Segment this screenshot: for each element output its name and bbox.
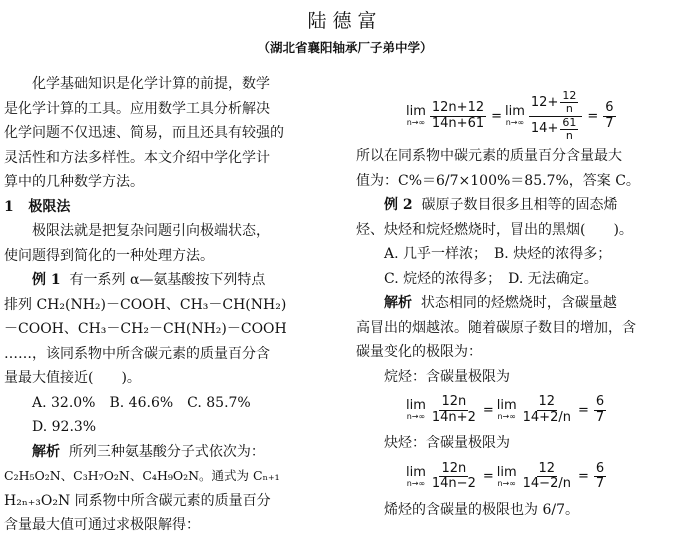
section-title: 极限法 <box>28 198 71 215</box>
limit-operator: lim n→∞ <box>406 464 426 488</box>
intro-line: 是化学计算的工具。应用数学工具分析解决 <box>4 100 270 117</box>
example-2-options: C. 烷烃的浓得多； D. 无法确定。 <box>384 270 598 287</box>
intro-line: 算中的几种数学方法。 <box>4 174 144 190</box>
alkene-line: 烯烃的含碳量的极限也为 6/7。 <box>384 501 579 518</box>
alkane-label: 烷烃：含碳量极限为 <box>384 368 510 385</box>
example-1-options: A. 32.0% B. 46.6% C. 85.7% <box>32 394 251 411</box>
fraction: $\frac{12n}{14n+2}$ <box>431 394 476 425</box>
analysis-line: H₂ₙ₊₃O₂N 同系物中所含碳元素的质量百分 <box>4 492 271 509</box>
example-2-text: 碳原子数目很多且相等的固态烯 <box>421 197 618 213</box>
section-heading <box>4 195 334 220</box>
section-number: 1 <box>4 198 14 215</box>
fraction: $\frac{6}{7}$ <box>595 460 605 491</box>
fraction: 12+ $\frac{12}{n}$ 14+ $\frac{61}{n}$ <box>529 90 582 141</box>
conclusion-line: 值为：C%＝6/7×100%＝85.7%，答案 C。 <box>356 172 640 189</box>
example-1-text: 有一系列 α—氨基酸按下列特点 <box>69 272 266 288</box>
fraction: $\frac{6}{7}$ <box>605 100 614 131</box>
fraction: $\frac{12}{14-2/n}$ <box>522 460 571 491</box>
left-column <box>4 72 334 538</box>
fraction: $\frac{12n}{14n-2}$ <box>431 460 476 491</box>
example-1-line: 排列 CH₂(NH₂)－COOH、CH₃－CH(NH₂) <box>4 296 287 313</box>
example-1-line: 量最大值接近( )。 <box>4 370 141 386</box>
intro-line: 灵活性和方法多样性。本文介绍中学化学计 <box>4 149 270 166</box>
limit-operator: lim n→∞ <box>406 104 426 127</box>
example-2-line <box>356 193 686 218</box>
analysis-2-label: 解析 <box>384 295 412 311</box>
example-2-line: 烃、炔烃和烷烃燃烧时，冒出的黑烟( )。 <box>356 221 633 238</box>
para-line: 极限法就是把复杂问题引向极端状态， <box>32 223 270 239</box>
right-column <box>356 89 686 522</box>
formula-limit-alkane: lim n→∞ $\frac{12n}{14n+2}$ = lim n→∞ $\frac{12}{14+2/n}$ = $\frac{6}{7}$ <box>406 394 605 425</box>
analysis-2-text: 状态相同的烃燃烧时，含碳量越 <box>420 295 617 311</box>
intro-line: 化学问题不仅迅速、简易，而且还具有较强的 <box>4 125 284 141</box>
example-2-options: A. 几乎一样浓； B. 炔烃的浓得多； <box>384 246 612 262</box>
fraction: $\frac{12n+12}{14n+61}$ <box>431 100 485 131</box>
para-line: 使问题得到简化的一种处理方法。 <box>4 247 214 264</box>
analysis-2-line: 高冒出的烟越浓。随着碳原子数目的增加，含 <box>356 319 636 336</box>
analysis-label: 解析 <box>32 443 60 460</box>
limit-operator: lim n→∞ <box>496 398 517 421</box>
analysis-line: C₂H₅O₂N、C₃H₇O₂N、C₄H₉O₂N。通式为 Cₙ₊₁ <box>4 468 280 483</box>
formula-limit-alkyne: lim n→∞ $\frac{12n}{14n-2}$ = lim n→∞ $\frac{12}{14-2/n}$ = $\frac{6}{7}$ <box>406 460 605 491</box>
intro-line: 化学基础知识是化学计算的前提，数学 <box>32 76 270 92</box>
example-1-label: 例 1 <box>32 272 61 288</box>
fraction: $\frac{12}{14+2/n}$ <box>522 394 571 425</box>
limit-operator: lim n→∞ <box>496 464 517 488</box>
analysis-2-line: 碳量变化的极限为： <box>356 344 482 360</box>
limit-operator: lim n→∞ <box>406 398 426 421</box>
example-1-line <box>4 268 334 293</box>
limit-operator: lim n→∞ <box>505 104 525 127</box>
example-2-label: 例 2 <box>384 197 413 213</box>
analysis-text: 所列三种氨基酸分子式依次为： <box>68 443 265 460</box>
example-1-line: ……，该同系物中所含碳元素的质量百分含 <box>4 345 270 362</box>
analysis-line <box>4 440 334 465</box>
author-affiliation: （湖北省襄阳轴承厂子弟中学） <box>257 40 433 55</box>
conclusion-line: 所以在同系物中碳元素的质量百分含量最大 <box>356 148 622 164</box>
example-1-options: D. 92.3% <box>32 419 97 435</box>
author-name: 陆德富 <box>307 10 383 32</box>
formula-limit-1: lim n→∞ $\frac{12n+12}{14n+61}$ = lim n→∞ 12+ $\frac{12}{n}$ 14+ $\frac{61}{n}$ = $\frac{6}{7}$ <box>406 89 614 142</box>
analysis-2-line <box>356 291 686 316</box>
example-1-line: －COOH、CH₃－CH₂－CH(NH₂)－COOH <box>4 321 287 337</box>
alkyne-label: 炔烃：含碳量极限为 <box>384 435 510 451</box>
analysis-line: 含量最大值可通过求极限解得： <box>4 517 200 533</box>
fraction: $\frac{6}{7}$ <box>595 394 605 425</box>
